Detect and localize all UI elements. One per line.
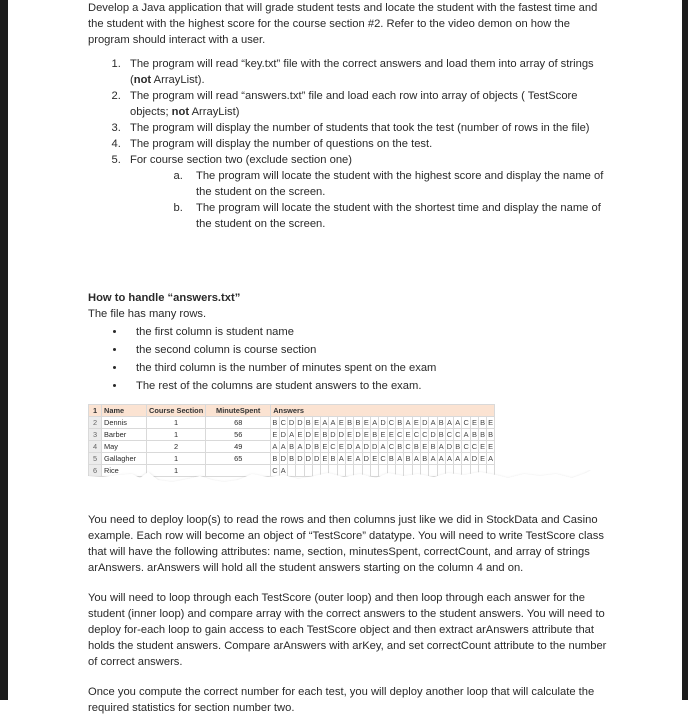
answer-cell: C [422,430,428,439]
answer-cell: A [280,442,286,451]
answer-cell: E [488,442,494,451]
answer-cell: A [372,418,378,427]
answer-cell: E [272,430,278,439]
answer-cell: D [297,454,303,463]
torn-paper-edge [88,470,608,496]
answer-cell: C [463,442,469,451]
answer-cell: E [338,418,344,427]
answer-cell: B [480,430,486,439]
answer-cell: B [438,418,444,427]
answer-cell: E [314,418,320,427]
answer-cell: E [405,430,411,439]
answer-cell: E [372,454,378,463]
requirement-5: 5. For course section two (exclude section one) a. The program will locate the student with the highest score and display the name of the student on the screen. b. The program will locate the student with the shortest time and display the name of the student on the screen. [124,152,608,232]
answer-cell: E [471,418,477,427]
answer-cell: A [455,454,461,463]
bullet-item: • the third column is the number of minutes spent on the exam [126,360,608,376]
answer-cell: D [422,418,428,427]
sheet-row: 3 Barber 1 56 E D A E D E B D D E D E B E E C E C C D B C C A B B B [89,429,495,441]
answer-cell: A [455,418,461,427]
answer-cell: A [430,454,436,463]
sheet-row: 4 May 2 49 A A B A D B E C E D A D D A C B C B E B A D B C C E E [89,441,495,453]
answer-cell: A [355,442,361,451]
answer-cell: E [480,442,486,451]
answer-cell: B [305,418,311,427]
answer-cell: C [280,418,286,427]
answer-cell: D [380,418,386,427]
answer-cell: A [380,442,386,451]
answer-cell: E [488,418,494,427]
answer-cell: A [413,454,419,463]
requirement-2: 2. The program will read “answers.txt” file and load each row into array of objects ( TestScore objects; not ArrayList) [124,88,608,120]
spreadsheet-image [88,404,608,496]
answer-cell: B [397,418,403,427]
answer-cell: A [463,454,469,463]
requirements-list [88,56,608,232]
bullet-item: • the second column is course section [126,342,608,358]
document-page [88,0,608,716]
answer-cell: B [430,442,436,451]
answer-cell: D [280,454,286,463]
answer-cell: A [272,442,278,451]
answer-cell: D [471,454,478,463]
answer-cell: E [422,442,428,451]
right-dark-border [682,0,688,700]
answer-cell: A [322,418,328,427]
answer-cell: D [372,442,378,451]
answer-cell: B [272,454,278,463]
answer-cell: A [405,418,411,427]
answer-cell: E [380,430,386,439]
answer-cell: C [405,442,411,451]
paragraph-compare: You will need to loop through each TestScore (outer loop) and then loop through each answer for the student (inner loop) and compare array with the correct answers to the student answers. You will need to deploy for-each loop to gain access to each TestScore object and then extract arAnswers attribute that holds the student answers. Compare arAnswers with arKey, and set correctCount attribute to the number of correct answers. [88,592,607,668]
answer-cell: A [355,454,361,463]
answer-cell: A [338,454,344,463]
answer-cell: E [322,442,328,451]
answer-cell: A [280,466,286,475]
answer-cell: B [289,442,295,451]
sheet-header-row: 1 Name Course Section MinuteSpent Answers [89,405,495,417]
answer-cell: B [272,418,278,427]
answer-cell: D [346,442,353,451]
requirement-5-sublist [130,168,608,232]
answer-cell: C [413,430,420,439]
answer-cell: C [330,442,336,451]
answer-cell: B [289,454,295,463]
section-heading: How to handle “answers.txt” [88,292,241,304]
answer-cell: D [313,454,320,463]
answer-cell: D [363,454,369,463]
answer-cell: D [280,430,286,439]
answer-cell: B [413,442,419,451]
answer-cell: B [372,430,378,439]
answer-cell: E [297,430,303,439]
answer-cell: A [297,442,303,451]
paragraph-loops: You need to deploy loop(s) to read the rows and then columns just like we did in StockData and Casino example. Each row will become an object of “TestScore” datatype. You will need to write TestScore class that will have the following attributes: name, section, minutesSpent, correctCount, and array of strings arAnswers. arAnswers will hold all the student answers starting on the column 4 and on. [88,514,604,574]
answer-cell: A [446,454,452,463]
bullet-item: • The rest of the columns are student answers to the exam. [126,378,608,394]
answer-cell: A [438,442,444,451]
answer-cell: B [397,442,403,451]
answer-cell: D [297,418,303,427]
answer-cell: B [355,418,361,427]
answer-cell: B [322,430,328,439]
answer-cell: B [405,454,411,463]
answer-cell: B [488,430,494,439]
sheet-row: 2 Dennis 1 68 B C D D B E A A E B B E A D C B A E D A B A A C E B E [89,417,495,429]
answer-cell: A [463,430,469,439]
answer-cell: D [305,430,311,439]
answer-cell: D [305,442,311,451]
answer-cell: B [388,454,394,463]
answer-cell: C [272,466,278,475]
answer-cell: E [388,430,394,439]
answer-cell: A [438,454,444,463]
answer-cell: A [446,418,452,427]
answer-cell: B [455,442,461,451]
answer-cell: E [314,430,320,439]
answer-cell: C [388,442,395,451]
answer-cell: E [347,430,353,439]
requirement-5a: a. The program will locate the student with the highest score and display the name of the student on the screen. [186,168,608,200]
answer-cell: E [480,454,486,463]
answer-cell: D [330,430,336,439]
answer-cell: A [397,454,403,463]
requirement-3: 3. The program will display the number of students that took the test (number of rows in the file) [124,120,608,136]
section-intro: The file has many rows. [88,308,207,320]
answer-cell: E [347,454,353,463]
answers-spreadsheet [88,404,495,477]
sheet-row: 5 Gallagher 1 65 B D B D D D E B A E A D E C B A B A B A A A A A D E A [89,453,495,465]
answer-cell: B [438,430,444,439]
answer-cell: D [305,454,311,463]
answer-cell: C [380,454,386,463]
answer-cell: D [446,442,453,451]
requirement-4: 4. The program will display the number of questions on the test. [124,136,608,152]
answer-cell: D [338,430,344,439]
answer-cell: A [430,418,436,427]
requirement-1: 1. The program will read “key.txt” file with the correct answers and load them into array of strings (not ArrayList). [124,56,608,88]
intro-paragraph: Develop a Java application that will grade student tests and locate the student with the fastest time and the student with the highest score for the course section #2. Refer to the video demon on how the program should interact with a user. [88,2,598,46]
answer-cell: B [480,418,486,427]
bullet-item: • the first column is student name [126,324,608,340]
requirement-5b: b. The program will locate the student with the shortest time and display the name of the student on the screen. [186,200,608,232]
answer-cell: C [471,442,478,451]
answer-cell: E [322,454,328,463]
answer-cell: D [288,418,295,427]
answer-cell: B [471,430,477,439]
paragraph-statistics: Once you compute the correct number for each test, you will deploy another loop that will calculate the required statistics for section number two. [88,686,595,714]
answer-cell: E [413,418,419,427]
answer-cell: B [422,454,428,463]
answer-cell: B [347,418,353,427]
answer-cell: A [488,454,494,463]
answer-cell: B [330,454,336,463]
answer-cell: A [330,418,336,427]
answer-cell: E [363,430,369,439]
sheet-row: 6 Rice 1 C A [89,465,495,477]
column-description-list [88,324,608,394]
answer-cell: C [455,430,461,439]
answer-cell: D [363,442,369,451]
answer-cell: A [289,430,295,439]
answer-cell: E [363,418,369,427]
answer-cell: C [388,418,395,427]
answer-cell: C [446,430,453,439]
left-dark-border [0,0,8,700]
answer-cell: E [338,442,344,451]
answer-cell: D [430,430,436,439]
answer-cell: C [397,430,403,439]
answer-cell: D [355,430,361,439]
answer-cell: B [314,442,320,451]
answer-cell: C [463,418,469,427]
